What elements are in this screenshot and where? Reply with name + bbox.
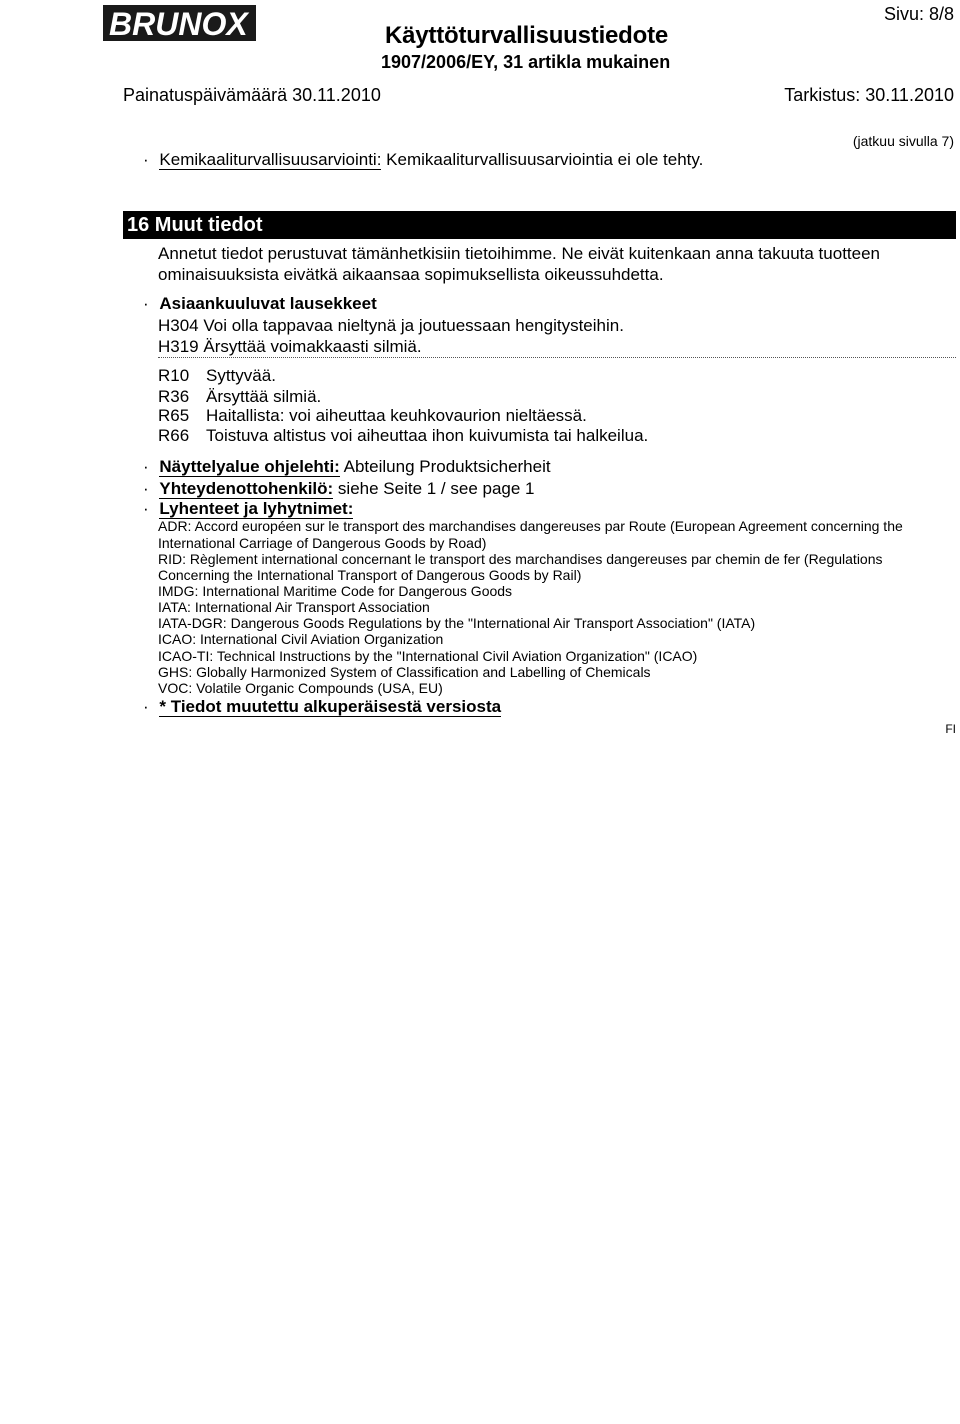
bullet: · <box>143 294 149 313</box>
h-phrase: H304 Voi olla tappavaa nieltynä ja joutuessaan hengitysteihin. <box>158 316 624 335</box>
abbreviations-heading-row <box>143 499 353 519</box>
abbreviation-line: VOC: Volatile Organic Compounds (USA, EU) <box>158 680 443 696</box>
divider <box>158 357 956 358</box>
chem-safety-row <box>143 150 703 170</box>
r-text: Haitallista: voi aiheuttaa keuhkovaurion nieltäessä. <box>206 406 587 425</box>
bullet: · <box>143 457 149 476</box>
bullet: · <box>143 479 149 498</box>
chem-safety-label: Kemikaaliturvallisuusarviointi: <box>159 150 382 169</box>
abbreviation-line: IATA-DGR: Dangerous Goods Regulations by the "International Air Transport Association" (IATA) <box>158 615 756 631</box>
r-code: R36 <box>158 387 190 406</box>
continued-note: (jatkuu sivulla 7) <box>852 133 954 149</box>
page-number: Sivu: 8/8 <box>883 4 954 24</box>
abbreviation-line: International Carriage of Dangerous Goods by Road) <box>158 535 487 551</box>
phrases-heading-row <box>143 294 377 314</box>
abbreviations-heading: Lyhenteet ja lyhytnimet: <box>159 499 354 518</box>
r-text: Syttyvää. <box>206 366 276 385</box>
abbreviation-line: ICAO-TI: Technical Instructions by the "International Civil Aviation Organization" (ICAO) <box>158 648 698 664</box>
abbreviation-line: ICAO: International Civil Aviation Organization <box>158 631 444 647</box>
contact-label: Yhteydenottohenkilö: <box>159 479 334 498</box>
document-subtitle: 1907/2006/EY, 31 artikla mukainen <box>381 52 671 72</box>
r-code: R66 <box>158 426 190 445</box>
section-16-header: 16 Muut tiedot <box>123 211 956 239</box>
abbreviation-line: RID: Règlement international concernant le transport des marchandises dangereuses par chemin de fer (Regulations <box>158 551 883 567</box>
chem-safety-value: Kemikaaliturvallisuusarviointia ei ole tehty. <box>386 150 704 169</box>
bullet: · <box>143 150 149 169</box>
bullet: · <box>143 499 149 518</box>
r-phrase <box>158 387 321 407</box>
r-phrase <box>158 426 648 446</box>
abbreviation-line: IMDG: International Maritime Code for Dangerous Goods <box>158 583 513 599</box>
language-code: FI <box>945 722 956 736</box>
r-phrase <box>158 366 276 386</box>
r-code: R65 <box>158 406 190 425</box>
abbreviation-line: Concerning the International Transport of Dangerous Goods by Rail) <box>158 567 582 583</box>
changed-note: * Tiedot muutettu alkuperäisestä versiosta <box>159 697 502 716</box>
department-label: Näyttelyalue ohjelehti: <box>159 457 340 476</box>
r-phrase <box>158 406 587 426</box>
intro-line-1: Annetut tiedot perustuvat tämänhetkisiin tietoihimme. Ne eivät kuitenkaan anna takuuta tuotteen <box>158 244 881 263</box>
contact-value: siehe Seite 1 / see page 1 <box>337 479 535 498</box>
document-title: Käyttöturvallisuustiedote <box>385 22 669 49</box>
r-text: Toistuva altistus voi aiheuttaa ihon kuivumista tai halkeilua. <box>206 426 649 445</box>
brunox-logo <box>103 3 256 43</box>
abbreviation-line: GHS: Globally Harmonized System of Classification and Labelling of Chemicals <box>158 664 651 680</box>
department-row <box>143 457 551 477</box>
abbreviation-line: ADR: Accord européen sur le transport des marchandises dangereuses par Route (European Agreement concerning the <box>158 518 903 534</box>
r-code: R10 <box>158 366 190 385</box>
changed-note-row <box>143 697 501 717</box>
intro-line-2: ominaisuuksista eivätkä aikaansaa sopimuksellista oikeussuhdetta. <box>158 265 664 284</box>
print-date: Painatuspäivämäärä 30.11.2010 <box>123 85 381 105</box>
r-text: Ärsyttää silmiä. <box>206 387 322 406</box>
h-phrase: H319 Ärsyttää voimakkaasti silmiä. <box>158 337 422 356</box>
department-value: Abteilung Produktsicherheit <box>343 457 551 476</box>
abbreviation-line: IATA: International Air Transport Association <box>158 599 430 615</box>
contact-row <box>143 479 535 499</box>
logo-text: BRUNOX <box>109 6 248 42</box>
bullet: · <box>143 697 149 716</box>
revision-date: Tarkistus: 30.11.2010 <box>784 85 954 105</box>
phrases-heading: Asiaankuuluvat lausekkeet <box>159 294 377 313</box>
